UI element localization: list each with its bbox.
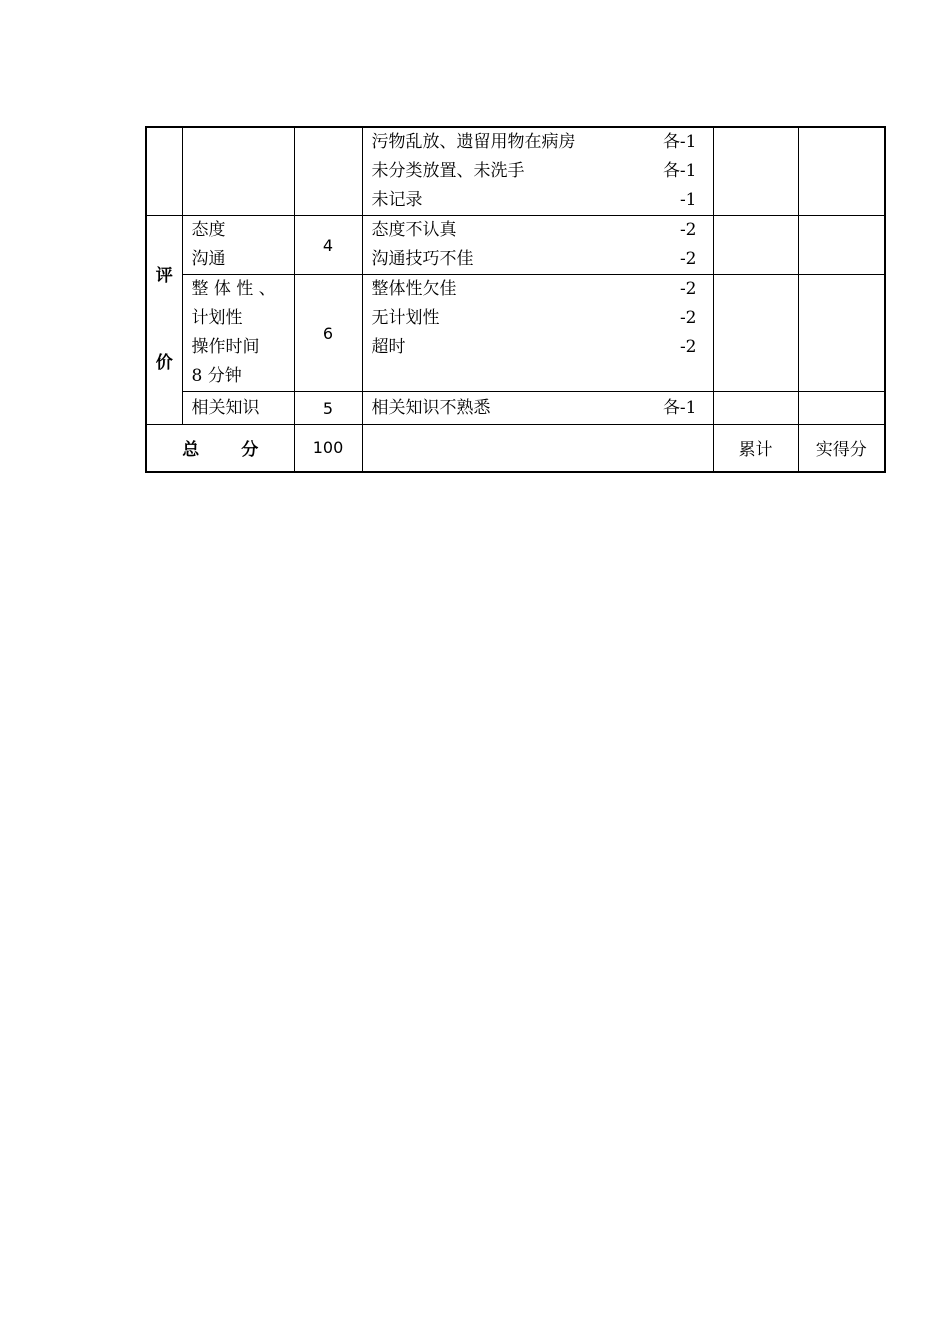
deduction-text: 态度不认真	[371, 220, 457, 240]
total-score: 100	[294, 425, 362, 472]
actual-score-cell	[798, 275, 885, 392]
deduction-item	[372, 157, 697, 186]
item-label-cell	[182, 392, 294, 425]
item-label-cell	[182, 127, 294, 216]
total-label-part: 总	[182, 440, 200, 461]
deduction-item	[372, 394, 697, 423]
score-table	[145, 126, 886, 473]
cumulative-cell	[713, 392, 798, 425]
deduction-item	[372, 245, 697, 274]
item-label: 操作时间	[191, 337, 260, 357]
deduction-items-cell	[362, 127, 713, 216]
total-label	[146, 425, 294, 472]
item-label-cell	[182, 216, 294, 275]
table-row	[146, 127, 885, 216]
deduction-item	[372, 128, 697, 157]
deduction-text: 污物乱放、遗留用物在病房	[371, 132, 576, 152]
actual-score-cell	[798, 127, 885, 216]
evaluation-char: 评	[155, 266, 173, 286]
total-blank-cell	[362, 425, 713, 472]
deduction-text: 整体性欠佳	[371, 279, 457, 299]
total-label-part: 分	[241, 440, 259, 461]
actual-score-label: 实得分	[798, 425, 885, 472]
score-cell	[294, 127, 362, 216]
deduction-text: 未记录	[371, 190, 423, 210]
deduction-text: 相关知识不熟悉	[371, 397, 491, 418]
deduction-value: -2	[679, 279, 697, 299]
deduction-item	[372, 186, 697, 215]
deduction-text: 无计划性	[371, 308, 440, 328]
score-cell: 5	[294, 392, 362, 425]
item-label: 8 分钟	[191, 366, 242, 386]
total-row	[146, 425, 885, 472]
table-row	[146, 392, 885, 425]
table-row	[146, 216, 885, 275]
deduction-text: 未分类放置、未洗手	[371, 161, 525, 181]
actual-score-cell	[798, 392, 885, 425]
table-row	[146, 275, 885, 392]
deduction-text: 沟通技巧不佳	[371, 249, 474, 269]
deduction-value: -2	[679, 308, 697, 328]
cumulative-label: 累计	[713, 425, 798, 472]
deduction-value: -1	[679, 190, 697, 210]
deduction-value: 各-1	[662, 161, 697, 181]
item-label: 相关知识	[191, 397, 260, 418]
deduction-items-cell	[362, 216, 713, 275]
deduction-item	[372, 216, 697, 245]
deduction-items-cell	[362, 392, 713, 425]
item-label: 态度	[191, 220, 226, 240]
deduction-value: -2	[679, 220, 697, 240]
item-label: 整 体 性 、	[191, 279, 276, 299]
cumulative-cell	[713, 127, 798, 216]
deduction-item	[372, 333, 697, 362]
deduction-value: -2	[679, 249, 697, 269]
deduction-item	[372, 304, 697, 333]
evaluation-char: 价	[155, 353, 173, 373]
score-cell: 4	[294, 216, 362, 275]
item-label-cell	[182, 275, 294, 392]
evaluation-section-cell	[146, 216, 182, 425]
deduction-value: -2	[679, 337, 697, 357]
deduction-value: 各-1	[662, 132, 697, 152]
cumulative-cell	[713, 275, 798, 392]
deduction-items-cell	[362, 275, 713, 392]
item-label: 沟通	[191, 249, 226, 269]
deduction-text: 超时	[371, 337, 406, 357]
deduction-value: 各-1	[662, 397, 697, 418]
item-label: 计划性	[191, 308, 243, 328]
score-cell: 6	[294, 275, 362, 392]
actual-score-cell	[798, 216, 885, 275]
section-cell	[146, 127, 182, 216]
deduction-item	[372, 275, 697, 304]
cumulative-cell	[713, 216, 798, 275]
